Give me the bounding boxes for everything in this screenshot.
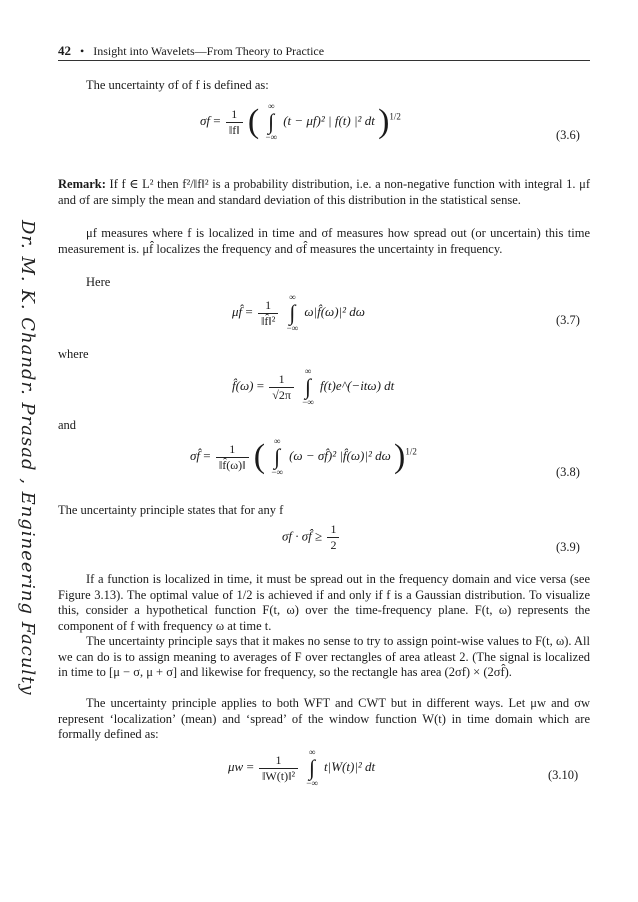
side-watermark xyxy=(14,220,44,840)
running-header xyxy=(58,43,558,59)
equation-3-6: σf = $\frac{1}{‖f‖}$ ( ∞ ∫ −∞ (t − μf)² | f(t) |² dt )$^{1/2}$ xyxy=(200,101,401,142)
eq-integrand: t|W(t)|² dt xyxy=(324,758,376,774)
paragraph-localized-function: If a function is localized in time, it must be spread out in the frequency domain and vice versa (see Figure 3.13). The optimal value of 1/2 is achieved if and only if f is a Gaussian distribution. To visualize this, consider a hypothetical function F(t, ω) over the time-frequency plane. F(t, ω) represents the component of f with frequency ω at time t. xyxy=(58,572,590,633)
remark-label: Remark: xyxy=(58,177,106,191)
eq-lhs: μw xyxy=(228,758,244,774)
label-here: Here xyxy=(86,275,111,289)
integral-sign: ∞ ∫ −∞ xyxy=(265,101,277,142)
equation-number: (3.6) xyxy=(556,128,580,142)
equation-number: (3.10) xyxy=(548,768,579,782)
paragraph-localization: μf measures where f is localized in time and σf measures how spread out (or uncertain) this time measurement is. μf̂ localizes the frequency and σf̂ measures the uncertainty in frequency. xyxy=(58,226,590,256)
remark-paragraph xyxy=(58,177,590,208)
remark-text: If f ∈ L² then f²/‖f‖² is a probability distribution, i.e. a non-negative function with integral 1. μf and σf are simply the mean and standard deviation of this distribution in the statistical sense. xyxy=(58,177,590,207)
integral-sign: ∞ ∫ −∞ xyxy=(271,436,283,477)
equation-3-9 xyxy=(282,522,341,553)
equation-number: (3.9) xyxy=(556,540,580,554)
equation-fourier-transform: f̂(ω) = $\frac{1}{√2\pi}$ ∞ ∫ −∞ f(t)e^(−itω) dt xyxy=(232,366,395,407)
eq-exponent: 1/2 xyxy=(405,446,417,457)
watermark-text: Dr. M. K. Chandr. Prasad , Engineering Faculty xyxy=(17,220,38,696)
header-rule xyxy=(58,60,590,61)
integral-sign: ∞ ∫ −∞ xyxy=(286,292,299,333)
equation-3-8: σf̂ = $\frac{1}{‖f̂(\omega)‖}$ ( ∞ ∫ −∞ (ω − σf̂)² |f̂(ω)|² dω )$^{1/2}$ xyxy=(190,436,417,477)
paragraph-uncertainty-intro: The uncertainty σf of f is defined as: xyxy=(86,78,269,92)
eq-lhs: σf xyxy=(200,112,211,128)
header-bullet: • xyxy=(80,44,85,58)
label-and: and xyxy=(58,418,77,432)
eq-fraction: $\frac{1}{\text{‖f̂‖²}}$ xyxy=(258,298,278,329)
eq-lhs: σf̂ xyxy=(190,447,201,463)
eq-integrand: ω|f̂(ω)|² dω xyxy=(304,303,365,319)
integral-sign: ∞ ∫ −∞ xyxy=(302,366,314,407)
label-where: where xyxy=(58,347,89,361)
paragraph-wft-cwt: The uncertainty principle applies to both WFT and CWT but in different ways. Let μw and σw represent ‘localization’ (mean) and ‘spread’ of the window function W(t) in time domain which are formally defined as: xyxy=(58,696,590,741)
eq-exponent: 1/2 xyxy=(389,111,401,122)
equation-3-7: μf̂ = $\frac{1}{\text{‖f̂‖²}}$ ∞ ∫ −∞ ω|f̂(ω)|² dω xyxy=(232,292,365,333)
equation-3-10: μw = $\frac{1}{\text{‖W(t)‖²}}$ ∞ ∫ −∞ t|W(t)|² dt xyxy=(228,747,376,788)
equation-number: (3.8) xyxy=(556,465,580,479)
header-title: Insight into Wavelets—From Theory to Practice xyxy=(93,44,325,58)
integral-sign: ∞ ∫ −∞ xyxy=(306,747,318,788)
eq-integrand: f(t)e^(−itω) dt xyxy=(319,377,395,393)
paragraph-uncertainty-principle: The uncertainty principle states that for any f xyxy=(58,503,284,517)
eq-body: σf · σf̂ ≥ xyxy=(282,528,323,544)
eq-fraction: $\frac{1}{√2\pi}$ xyxy=(269,372,294,403)
eq-lhs: μf̂ xyxy=(232,303,243,319)
paragraph-pointwise: The uncertainty principle says that it makes no sense to try to assign point-wise values to F(t, ω). All we can do is to assign meaning to averages of F over rectangles of area atleast 2. (The signal is localized in time to [μ − σ, μ + σ] and likewise for frequency, so the rectangle has area (2σf) × (2σf̂). xyxy=(58,634,590,679)
eq-integrand: (ω − σf̂)² |f̂(ω)|² dω xyxy=(289,447,391,463)
eq-integrand: (t − μf)² | f(t) |² dt xyxy=(283,112,375,128)
eq-lhs: f̂(ω) xyxy=(232,377,254,393)
page-number: 42 xyxy=(58,43,71,58)
eq-fraction: $\frac{1}{\text{‖W(t)‖²}}$ xyxy=(259,753,298,784)
eq-fraction: $\frac{1}{‖f̂(\omega)‖}$ xyxy=(216,442,249,473)
equation-number: (3.7) xyxy=(556,313,580,327)
eq-fraction: $\frac{1}{2}$ xyxy=(327,522,339,553)
eq-fraction: $\frac{1}{‖f‖}$ xyxy=(226,107,243,138)
